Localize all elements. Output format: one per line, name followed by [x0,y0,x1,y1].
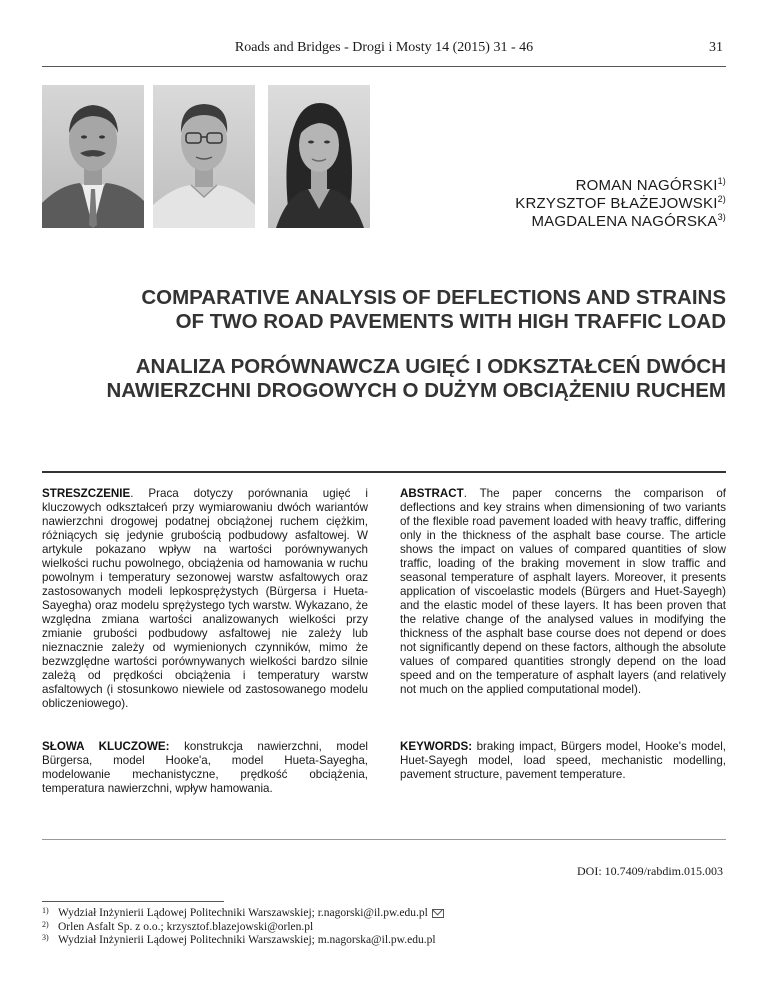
abstract-text: . Praca dotyczy porównania ugięć i kluczowych odkształceń przy wymiarowaniu dwóch wariantów nawierzchni drogowej podatnej obciążonej ruchem ciężkim, różniących się jedynie grubością podbudowy asfaltowej. W artykule pokazano wpływ na wartości porównywanych wielkości ruchu powolnego, obciążenia od hamowania w ruchu powolnym i temperatury sezonowej warstw asfaltowych oraz zastosowanych modeli lepkosprężystych (Bürgersa i Hueta-Sayegha) oraz modelu sprężystego tych warstw. Wykazano, że względna zmiana wartości analizowanych wielkości przy zmianie grubości podbudowy asfaltowej nie zależy lub nieznacznie zależy od wymienionych czynników, mimo że bezwzględne wartości porównywanych wielkości bardzo silnie zależą od prędkości obciążenia i temperatury warstw asfaltowych (i stosunkowo niewiele od zastosowanego modelu obliczeniowego). [42,487,368,710]
abstract-label: STRESZCZENIE [42,487,131,500]
page-number: 31 [709,40,723,55]
doi[interactable]: DOI: 10.7409/rabdim.015.003 [577,864,723,878]
section-rule [42,471,726,473]
abstract-text: . The paper concerns the comparison of deflections and key strains when dimensioning of two variants of the flexible road pavement loaded with heavy traffic, differing only in the thickness of the asphalt base course. The article shows the impact on values of compared quantities of slow traffic, loading of the braking movement in slow traffic and seasonal temperature of asphalt layers. Moreover, it presents application of viscoelastic models (Bürgers and Huet-Sayegh) and the elastic model of these layers. It has been proven that the relative change of the analysed values in modifying the thickness of the asphalt base course does not depend or does not significantly depend on these factors, although the absolute values of compared quantities strongly depend on the load speed and on the temperature of asphalt layers (and relatively not much on the applied computational model). [400,487,726,696]
title-line: NAWIERZCHNI DROGOWYCH O DUŻYM OBCIĄŻENIU RUCHEM [106,379,726,402]
title-polish [42,355,726,403]
title-line: COMPARATIVE ANALYSIS OF DEFLECTIONS AND STRAINS [141,286,726,309]
keywords-polish [42,740,368,796]
author-list [515,177,726,231]
keywords-english [400,740,726,782]
footnotes [42,907,444,948]
keywords-text: konstrukcja nawierzchni, model Bürgersa, model Hooke'a, model Hueta-Sayegha, modelowanie mechanistyczne, prędkość obciążenia, temperatura nawierzchni, wpływ hamowania. [42,740,368,795]
running-header [0,40,768,62]
author-name: MAGDALENA NAGÓRSKA$^{3)}$ [531,212,726,230]
footnote: 1) Wydział Inżynierii Lądowej Politechniki Warszawskiej; r.nagorski@il.pw.edu.pl [42,907,444,921]
abstract-english [400,487,726,697]
abstract-polish [42,487,368,711]
title-english [42,286,726,334]
keywords-label: KEYWORDS: [400,740,473,753]
abstract-label: ABSTRACT [400,487,464,500]
envelope-icon[interactable] [432,909,444,918]
author-photo-3 [268,85,370,228]
author-name: ROMAN NAGÓRSKI$^{1)}$ [575,176,726,194]
header-rule [42,66,726,67]
author-photo-1 [42,85,144,228]
title-line: OF TWO ROAD PAVEMENTS WITH HIGH TRAFFIC LOAD [175,310,726,333]
bottom-rule [42,839,726,840]
author-name: KRZYSZTOF BŁAŻEJOWSKI$^{2)}$ [515,194,726,212]
footnote-rule [42,901,224,902]
keywords-text: braking impact, Bürgers model, Hooke's model, Huet-Sayegh model, load speed, mechanistic modelling, pavement structure, pavement temperature. [400,740,726,781]
journal-citation: Roads and Bridges - Drogi i Mosty 14 (2015) 31 - 46 [234,40,534,55]
footnote: 2) Orlen Asfalt Sp. z o.o.; krzysztof.blazejowski@orlen.pl [42,919,314,933]
keywords-label: SŁOWA KLUCZOWE: [42,740,170,753]
footnote: 3) Wydział Inżynierii Lądowej Politechniki Warszawskiej; m.nagorska@il.pw.edu.pl [42,933,436,946]
author-photo-2 [153,85,255,228]
title-line: ANALIZA PORÓWNAWCZA UGIĘĆ I ODKSZTAŁCEŃ DWÓCH [135,355,726,378]
